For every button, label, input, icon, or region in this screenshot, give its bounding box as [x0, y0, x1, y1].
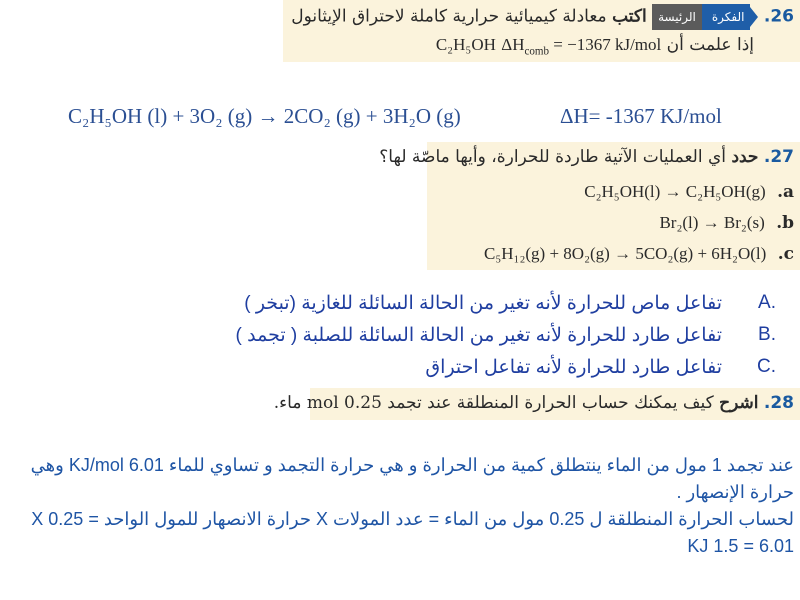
question-text: أي العمليات الآتية طاردة للحرارة، وأيها ماصّة لها؟	[379, 147, 727, 167]
q27-item-c	[484, 244, 794, 264]
main-idea-label-idea: الفكرة	[702, 4, 751, 30]
answer-letter: A.	[758, 292, 776, 313]
answer-27-a	[0, 292, 800, 320]
answer-26-delta-h	[560, 104, 722, 129]
thermochemical-equation: C₂H₅OH (l) + 3O₂ (g) → 2CO₂ (g) + 3H₂O (g)	[68, 104, 461, 128]
item-equation: C₅H₁₂(g) + 8O₂(g) → 5CO₂(g) + 6H₂O(l)	[484, 244, 767, 263]
answer-27-b	[0, 324, 800, 352]
q27-item-a	[584, 182, 794, 202]
question-verb: حدد	[731, 147, 759, 167]
answer-letter: B.	[758, 324, 776, 345]
question-27	[379, 146, 794, 168]
question-verb: اشرح	[719, 393, 759, 413]
delta-value: = −1367 kJ/mol	[553, 35, 662, 54]
item-equation: C₂H₅OH(l) → C₂H₅OH(g)	[584, 182, 766, 201]
question-text: معادلة كيميائية حرارية كاملة لاحتراق الإيثانول	[291, 6, 607, 27]
answer-text: تفاعل ماص للحرارة لأنه تغير من الحالة السائلة للغازية (تبخر )	[244, 293, 722, 314]
answer-27-c	[0, 356, 800, 384]
question-number: 27.	[763, 147, 794, 167]
ethanol-formula: C₂H₅OH	[435, 35, 496, 54]
q27-item-b	[659, 213, 794, 233]
delta-subscript: comb	[524, 45, 550, 58]
main-idea-tag	[652, 4, 758, 30]
answer-text: تفاعل طارد للحرارة لأنه تغير من الحالة السائلة للصلبة ( تجمد )	[235, 325, 722, 346]
item-letter: .a	[777, 182, 794, 202]
question-text: كيف يمكنك حساب الحرارة المنطلقة عند تجمد 0.25 mol ماء.	[273, 393, 714, 413]
main-idea-label-main: الرئيسة	[652, 4, 702, 30]
question-26-condition: إذا علمت أن	[666, 35, 754, 55]
answer-28	[24, 452, 794, 560]
question-verb: اكتب	[612, 6, 647, 27]
question-26-delta	[501, 34, 661, 62]
question-number: 28.	[763, 393, 794, 413]
answer-letter: C.	[757, 356, 776, 377]
delta-h-value: ΔH= -1367 KJ/mol	[560, 104, 722, 128]
answer-28-line2: حرارة الإنصهار .	[676, 482, 794, 502]
answer-text: تفاعل طارد للحرارة لأنه تفاعل احتراق	[425, 357, 722, 378]
answer-28-line4: 6.01 = 1.5 KJ	[687, 536, 794, 556]
question-26	[284, 4, 794, 62]
item-equation: Br₂(l) → Br₂(s)	[659, 213, 765, 232]
item-letter: .c	[777, 244, 794, 264]
answer-28-line3: لحساب الحرارة المنطلقة ل 0.25 مول من الماء = عدد المولات X حرارة الانصهار للمول الواحد = 0.25 X	[31, 509, 794, 529]
answer-26-equation	[68, 104, 461, 129]
delta-symbol: ΔH	[501, 35, 525, 54]
answer-28-line1: عند تجمد 1 مول من الماء ينتطلق كمية من الحرارة و هي حرارة التجمد و تساوي للماء 6.01 KJ/mol وهي	[30, 455, 794, 475]
question-26-line1	[284, 4, 794, 30]
chevron-right-icon	[750, 7, 758, 27]
question-number: 26.	[763, 6, 794, 27]
item-letter: .b	[776, 213, 794, 233]
question-28	[273, 393, 794, 413]
question-27-heading	[379, 146, 794, 168]
question-26-line2	[284, 34, 794, 62]
